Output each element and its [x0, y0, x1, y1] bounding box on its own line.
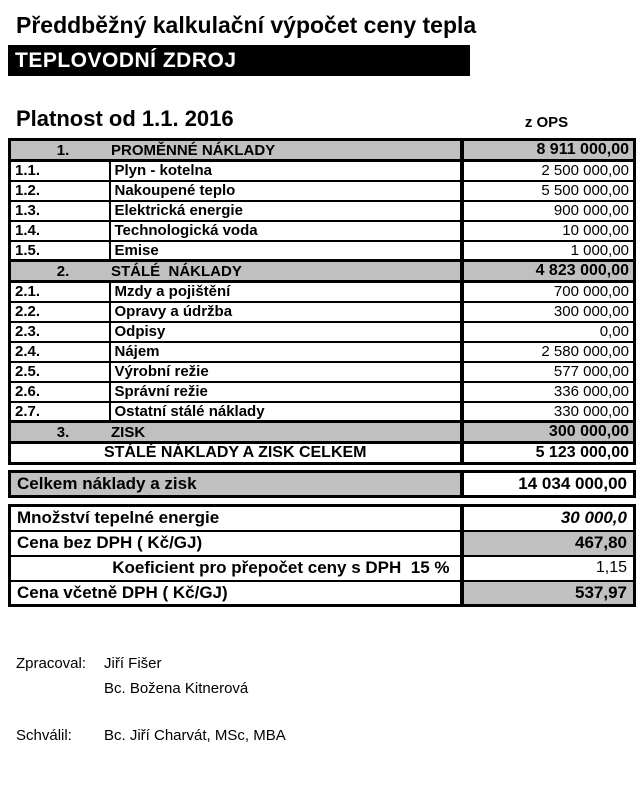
table-row	[10, 472, 635, 497]
cost-calculation-table	[8, 138, 636, 465]
price-summary-body	[10, 506, 635, 606]
prepared-by-name-1: Jiří Fišer	[104, 655, 162, 672]
row-value: 336 000,00	[462, 382, 635, 402]
row-label: PROMĚNNÉ NÁKLADY	[111, 141, 276, 159]
row-label: Nakoupené teplo	[110, 181, 462, 201]
table-row	[10, 443, 635, 464]
total-label: Celkem náklady a zisk	[10, 472, 462, 497]
subtotal-label: STÁLÉ NÁKLADY A ZISK CELKEM	[10, 443, 462, 464]
total-table	[8, 470, 636, 498]
table-row	[10, 362, 635, 382]
row-value: 1 000,00	[462, 241, 635, 261]
table-row	[10, 531, 635, 556]
approved-by-row	[16, 723, 633, 748]
row-label: Nájem	[110, 342, 462, 362]
row-label: STÁLÉ NÁKLADY	[111, 262, 242, 280]
row-label: ZISK	[111, 423, 146, 441]
row-value: 30 000,0	[462, 506, 635, 531]
row-value: 577 000,00	[462, 362, 635, 382]
prepared-by-name-2: Bc. Božena Kitnerová	[104, 680, 249, 697]
row-number: 1.4.	[10, 221, 110, 241]
row-label: Výrobní režie	[110, 362, 462, 382]
table-row	[10, 342, 635, 362]
source-type-banner: TEPLOVODNÍ ZDROJ	[8, 45, 470, 76]
table-row	[10, 140, 635, 161]
table-row	[10, 581, 635, 606]
row-value: 10 000,00	[462, 221, 635, 241]
table-row	[10, 302, 635, 322]
source-note: z OPS	[524, 114, 569, 131]
table-row	[10, 201, 635, 221]
row-label: Opravy a údržba	[110, 302, 462, 322]
row-value: 900 000,00	[462, 201, 635, 221]
row-label: Cena bez DPH ( Kč/GJ)	[10, 531, 462, 556]
section-header-cell	[10, 140, 462, 161]
row-number: 2.4.	[10, 342, 110, 362]
row-value: 5 500 000,00	[462, 181, 635, 201]
table-row	[10, 241, 635, 261]
prepared-by-row	[16, 651, 633, 676]
validity-row	[8, 106, 633, 134]
row-value: 537,97	[462, 581, 635, 606]
row-label: Elektrická energie	[110, 201, 462, 221]
price-summary-table	[8, 504, 636, 607]
cost-table-body	[10, 140, 635, 464]
row-number: 2.	[56, 262, 70, 280]
signature-block	[8, 651, 633, 748]
table-row	[10, 181, 635, 201]
table-row	[10, 422, 635, 443]
row-number: 1.2.	[10, 181, 110, 201]
table-row	[10, 221, 635, 241]
row-value: 300 000,00	[462, 422, 635, 443]
total-value: 14 034 000,00	[462, 472, 635, 497]
row-number: 2.7.	[10, 402, 110, 422]
row-label: Plyn - kotelna	[110, 161, 462, 181]
table-row	[10, 556, 635, 581]
approved-by-name: Bc. Jiří Charvát, MSc, MBA	[104, 727, 286, 744]
row-value: 700 000,00	[462, 282, 635, 302]
row-value: 467,80	[462, 531, 635, 556]
row-label: Odpisy	[110, 322, 462, 342]
row-value: 1,15	[462, 556, 635, 581]
section-header-cell	[10, 422, 462, 443]
row-label: Správní režie	[110, 382, 462, 402]
row-label: Ostatní stálé náklady	[110, 402, 462, 422]
row-number: 1.3.	[10, 201, 110, 221]
table-row	[10, 261, 635, 282]
page-title: Předdběžný kalkulační výpočet ceny tepla	[16, 12, 477, 38]
approved-by-label: Schválil:	[16, 727, 72, 744]
row-number: 2.1.	[10, 282, 110, 302]
row-label: Mzdy a pojištění	[110, 282, 462, 302]
row-number: 2.6.	[10, 382, 110, 402]
table-row	[10, 506, 635, 531]
validity-date-heading: Platnost od 1.1. 2016	[16, 106, 234, 131]
row-number: 1.5.	[10, 241, 110, 261]
table-row	[10, 382, 635, 402]
row-number: 1.	[56, 141, 70, 159]
table-row	[10, 402, 635, 422]
row-number: 2.5.	[10, 362, 110, 382]
prepared-by-label: Zpracoval:	[16, 655, 87, 672]
row-number: 2.3.	[10, 322, 110, 342]
row-label: Cena včetně DPH ( Kč/GJ)	[10, 581, 462, 606]
table-row	[10, 282, 635, 302]
table-row	[10, 322, 635, 342]
row-number: 3.	[56, 423, 70, 441]
signature-spacer	[16, 701, 633, 723]
row-value: 300 000,00	[462, 302, 635, 322]
row-value: 2 500 000,00	[462, 161, 635, 181]
row-value: 8 911 000,00	[462, 140, 635, 161]
row-value: 2 580 000,00	[462, 342, 635, 362]
row-number: 2.2.	[10, 302, 110, 322]
row-value: 330 000,00	[462, 402, 635, 422]
row-label: Množství tepelné energie	[10, 506, 462, 531]
row-value: 4 823 000,00	[462, 261, 635, 282]
row-label: Koeficient pro přepočet ceny s DPH 15 %	[10, 556, 462, 581]
table-row	[10, 161, 635, 181]
row-label: Technologická voda	[110, 221, 462, 241]
subtotal-value: 5 123 000,00	[462, 443, 635, 464]
row-number: 1.1.	[10, 161, 110, 181]
row-label: Emise	[110, 241, 462, 261]
section-header-cell	[10, 261, 462, 282]
row-value: 0,00	[462, 322, 635, 342]
